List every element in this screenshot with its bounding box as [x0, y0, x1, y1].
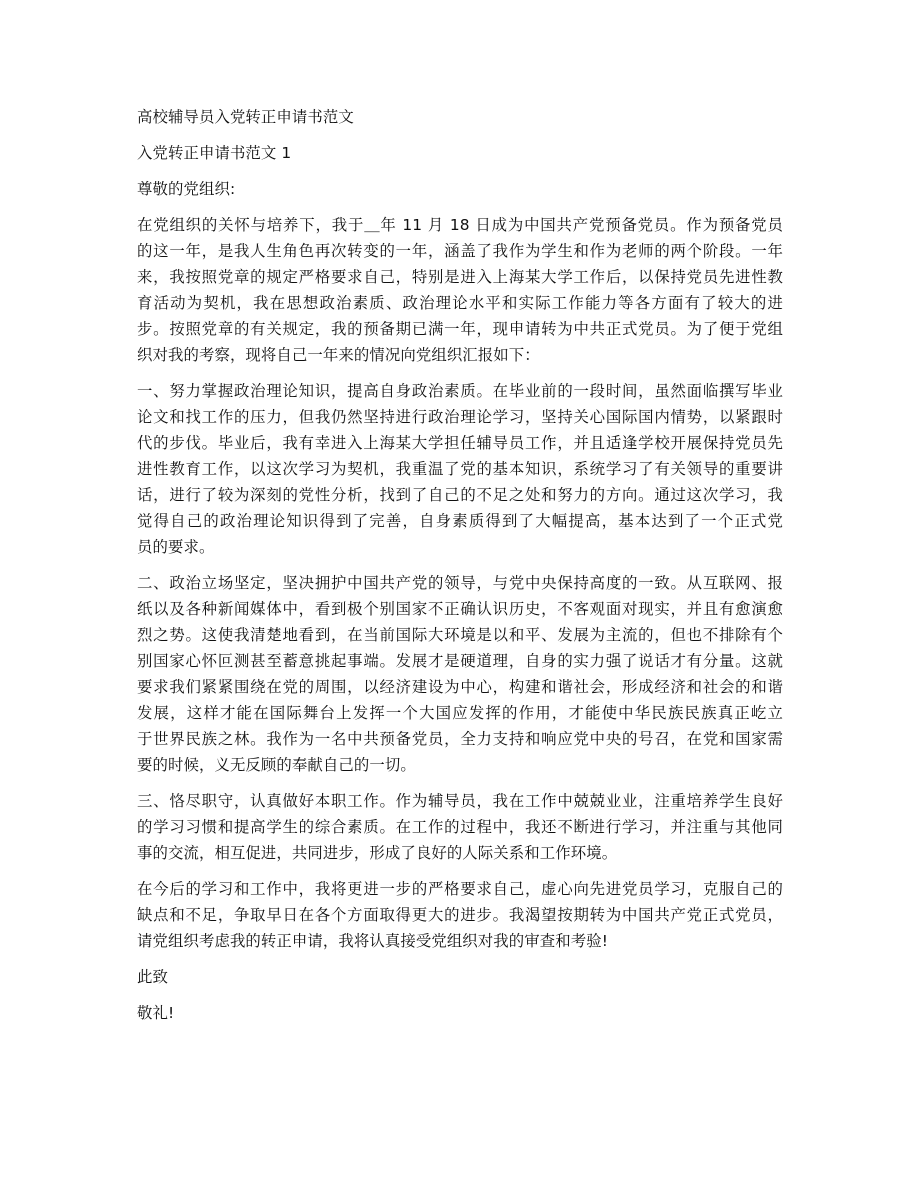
closing: 此致 — [137, 968, 168, 986]
paragraph-line: 在党组织的关怀与培养下，我于＿年 11 月 18 日成为中国共产党预备党员。作为预备党员 — [137, 216, 783, 234]
paragraph-line: 论文和找工作的压力，但我仍然坚持进行政治理论学习，坚持关心国际国内情势，以紧跟时 — [137, 408, 783, 426]
body-paragraph — [137, 378, 783, 560]
paragraph-line: 发展，这样才能在国际舞台上发挥一个大国应发挥的作用，才能使中华民族民族真正屹立 — [137, 704, 783, 722]
paragraph-line: 请党组织考虑我的转正申请，我将认真接受党组织对我的审查和考验! — [137, 932, 608, 950]
paragraph-line: 代的步伐。毕业后，我有幸进入上海某大学担任辅导员工作，并且适逢学校开展保持党员先 — [137, 434, 783, 452]
paragraph-line: 三、恪尽职守，认真做好本职工作。作为辅导员，我在工作中兢兢业业，注重培养学生良好 — [137, 792, 783, 810]
paragraph-line: 话，进行了较为深刻的党性分析，找到了自己的不足之处和努力的方向。通过这次学习，我 — [137, 486, 783, 504]
paragraph-line: 烈之势。这使我清楚地看到，在当前国际大环境是以和平、发展为主流的，但也不排除有个 — [137, 626, 783, 644]
paragraph-line: 进性教育工作，以这次学习为契机，我重温了党的基本知识，系统学习了有关领导的重要讲 — [137, 460, 783, 478]
paragraph-line: 觉得自己的政治理论知识得到了完善，自身素质得到了大幅提高，基本达到了一个正式党 — [137, 512, 783, 530]
document-page — [137, 104, 783, 1036]
salute: 敬礼! — [137, 1004, 175, 1022]
paragraph-line: 缺点和不足，争取早日在各个方面取得更大的进步。我渴望按期转为中国共产党正式党员， — [137, 906, 783, 924]
document-title: 高校辅导员入党转正申请书范文 — [137, 108, 354, 126]
paragraph-line: 员的要求。 — [137, 538, 215, 556]
paragraph-line: 二、政治立场坚定，坚决拥护中国共产党的领导，与党中央保持高度的一致。从互联网、报 — [137, 574, 783, 592]
paragraph-line: 步。按照党章的有关规定，我的预备期已满一年，现申请转为中共正式党员。为了便于党组 — [137, 320, 783, 338]
salutation: 尊敬的党组织: — [137, 180, 236, 198]
document-subtitle: 入党转正申请书范文 1 — [137, 144, 292, 162]
body-paragraph — [137, 788, 783, 866]
paragraph-line: 一、努力掌握政治理论知识，提高自身政治素质。在毕业前的一段时间，虽然面临撰写毕业 — [137, 382, 783, 400]
document-body — [137, 212, 783, 954]
paragraph-line: 的这一年，是我人生角色再次转变的一年，涵盖了我作为学生和作为老师的两个阶段。一年 — [137, 242, 783, 260]
paragraph-line: 织对我的考察，现将自己一年来的情况向党组织汇报如下： — [137, 346, 540, 364]
paragraph-line: 要的时候，义无反顾的奉献自己的一切。 — [137, 756, 416, 774]
body-paragraph — [137, 212, 783, 368]
paragraph-line: 的学习习惯和提高学生的综合素质。在工作的过程中，我还不断进行学习，并注重与其他同 — [137, 818, 783, 836]
paragraph-line: 要求我们紧紧围绕在党的周围，以经济建设为中心，构建和谐社会，形成经济和社会的和谐 — [137, 678, 783, 696]
paragraph-line: 于世界民族之林。我作为一名中共预备党员，全力支持和响应党中央的号召，在党和国家需 — [137, 730, 783, 748]
paragraph-line: 事的交流，相互促进，共同进步，形成了良好的人际关系和工作环境。 — [137, 844, 618, 862]
body-paragraph — [137, 876, 783, 954]
paragraph-line: 在今后的学习和工作中，我将更进一步的严格要求自己，虚心向先进党员学习，克服自己的 — [137, 880, 783, 898]
paragraph-line: 纸以及各种新闻媒体中，看到极个别国家不正确认识历史，不客观面对现实，并且有愈演愈 — [137, 600, 783, 618]
body-paragraph — [137, 570, 783, 778]
paragraph-line: 育活动为契机，我在思想政治素质、政治理论水平和实际工作能力等各方面有了较大的进 — [137, 294, 783, 312]
paragraph-line: 别国家心怀叵测甚至蓄意挑起事端。发展才是硬道理，自身的实力强了说话才有分量。这就 — [137, 652, 783, 670]
paragraph-line: 来，我按照党章的规定严格要求自己，特别是进入上海某大学工作后，以保持党员先进性教 — [137, 268, 783, 286]
